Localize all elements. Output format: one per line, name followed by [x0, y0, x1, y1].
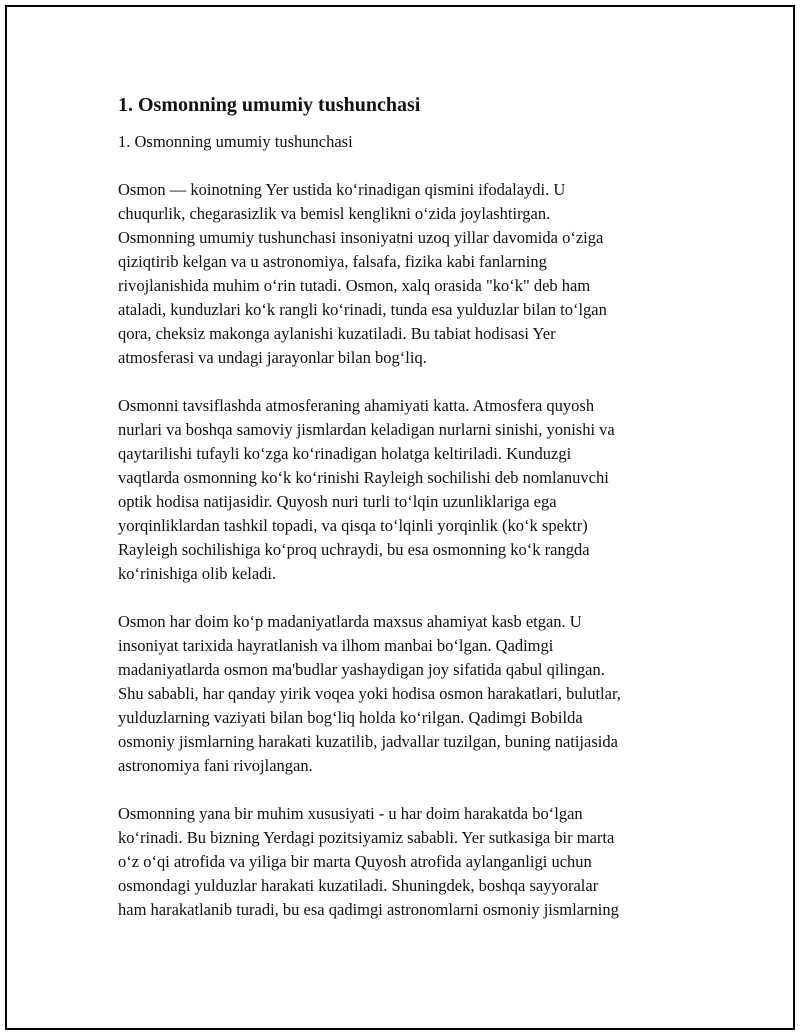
page-title: 1. Osmonning umumiy tushunchasi	[118, 94, 421, 116]
paragraph-2: Osmonni tavsiflashda atmosferaning ahamiyati katta. Atmosfera quyosh nurlari va boshqa samoviy jismlardan keladigan nurlarni sinishi, yonishi va qaytarilishi tufayli koʻzga koʻrinadigan holatga keltiriladi. Kunduzgi vaqtlarda osmonning koʻk koʻrinishi Rayleigh sochilishi deb nomlanuvchi optik hodisa natijasidir. Quyosh nuri turli toʻlqin uzunliklariga ega yorqinliklardan tashkil topadi, va qisqa toʻlqinli yorqinlik (koʻk spektr) Rayleigh sochilishiga koʻproq uchraydi, bu esa osmonning koʻk rangda koʻrinishiga olib keladi.	[118, 396, 615, 583]
paragraph-1: Osmon — koinotning Yer ustida koʻrinadigan qismini ifodalaydi. U chuqurlik, chegarasizlik va bemisl kenglikni oʻzida joylashtirgan. Osmonning umumiy tushunchasi insoniyatni uzoq yillar davomida oʻziga qiziqtirib kelgan va u astronomiya, falsafa, fizika kabi fanlarning rivojlanishida muhim oʻrin tutadi. Osmon, xalq orasida "koʻk" deb ham ataladi, kunduzlari koʻk rangli koʻrinadi, tunda esa yulduzlar bilan toʻlgan qora, cheksiz makonga aylanishi kuzatiladi. Bu tabiat hodisasi Yer atmosferasi va undagi jarayonlar bilan bogʻliq.	[118, 180, 607, 367]
paragraph-3: Osmon har doim koʻp madaniyatlarda maxsus ahamiyat kasb etgan. U insoniyat tarixida hayratlanish va ilhom manbai boʻlgan. Qadimgi madaniyatlarda osmon ma'budlar yashaydigan joy sifatida qabul qilingan. Shu sababli, har qanday yirik voqea yoki hodisa osmon harakatlari, bulutlar, yulduzlarning vaziyati bilan bogʻliq holda koʻrilgan. Qadimgi Bobilda osmoniy jismlarning harakati kuzatilib, jadvallar tuzilgan, buning natijasida astronomiya fani rivojlangan.	[118, 612, 621, 775]
section-subtitle: 1. Osmonning umumiy tushunchasi	[118, 132, 353, 151]
paragraph-4: Osmonning yana bir muhim xususiyati - u har doim harakatda boʻlgan koʻrinadi. Bu bizning Yerdagi pozitsiyamiz sababli. Yer sutkasiga bir marta oʻz oʻqi atrofida va yiliga bir marta Quyosh atrofida aylanganligi uchun osmondagi yulduzlar harakati kuzatiladi. Shuningdek, boshqa sayyoralar ham harakatlanib turadi, bu esa qadimgi astronomlarni osmoniy jismlarning	[118, 804, 619, 919]
document-body	[118, 92, 688, 946]
